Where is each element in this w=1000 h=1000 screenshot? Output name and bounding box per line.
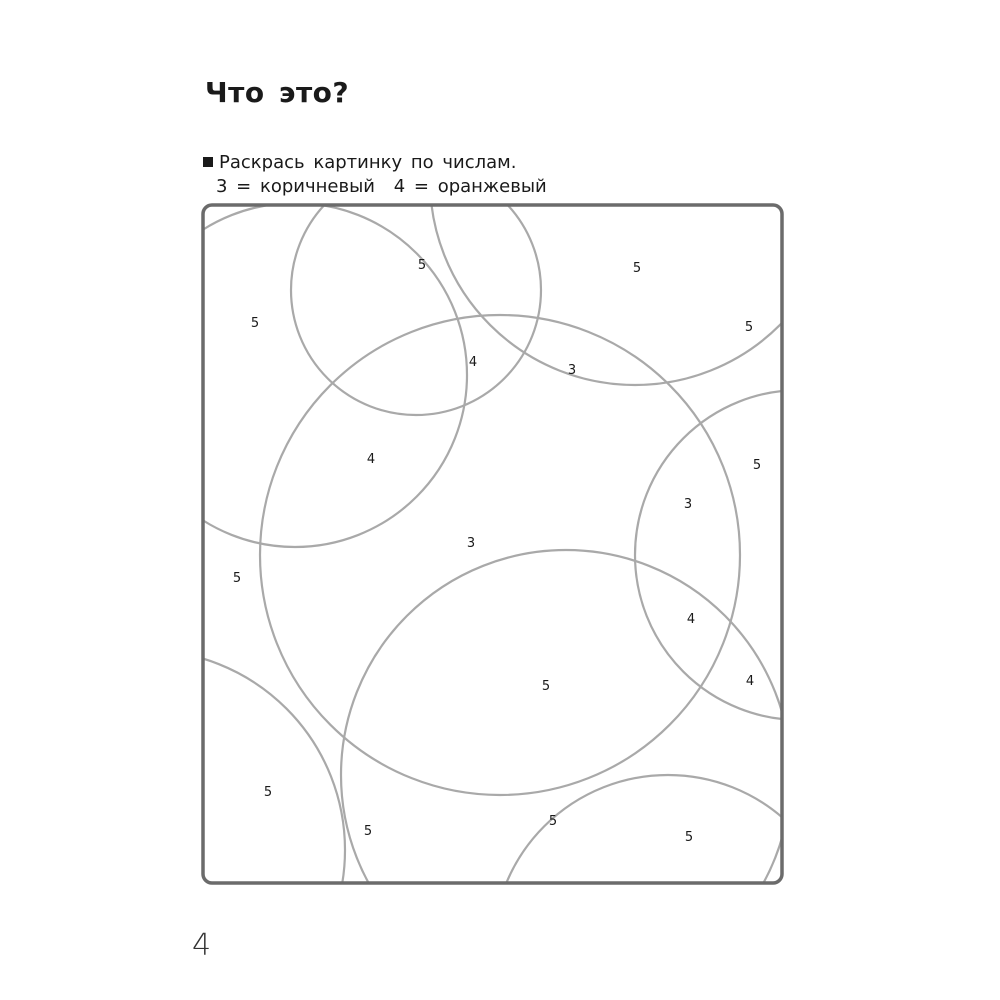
region-number-4: 4 xyxy=(686,612,696,627)
region-number-5: 5 xyxy=(548,814,558,829)
region-number-4: 4 xyxy=(468,355,478,370)
circle-lower-middle xyxy=(341,550,791,1000)
region-number-5: 5 xyxy=(744,320,754,335)
circle-upper-right xyxy=(430,0,840,385)
region-number-3: 3 xyxy=(466,536,476,551)
region-number-3: 3 xyxy=(567,363,577,378)
circle-bottom-right xyxy=(493,775,843,1000)
region-number-4: 4 xyxy=(745,674,755,689)
region-number-5: 5 xyxy=(684,830,694,845)
circle-right xyxy=(635,390,965,720)
region-number-5: 5 xyxy=(232,571,242,586)
page-title: Что это? xyxy=(205,76,350,109)
circle-lower-left xyxy=(0,650,345,1000)
legend-orange: 4 = оранжевый xyxy=(393,176,547,197)
region-number-5: 5 xyxy=(417,258,427,273)
instruction-text: Раскрась картинку по числам. xyxy=(219,152,517,173)
region-number-5: 5 xyxy=(263,785,273,800)
region-number-5: 5 xyxy=(632,261,642,276)
region-number-3: 3 xyxy=(683,497,693,512)
region-number-5: 5 xyxy=(250,316,260,331)
circle-center xyxy=(260,315,740,795)
region-number-5: 5 xyxy=(752,458,762,473)
picture-frame xyxy=(203,205,782,883)
circle-top xyxy=(291,165,541,415)
region-number-5: 5 xyxy=(541,679,551,694)
legend-brown: 3 = коричневый xyxy=(216,176,375,197)
page-number: 4 xyxy=(192,928,212,963)
region-number-5: 5 xyxy=(363,824,373,839)
region-number-4: 4 xyxy=(366,452,376,467)
